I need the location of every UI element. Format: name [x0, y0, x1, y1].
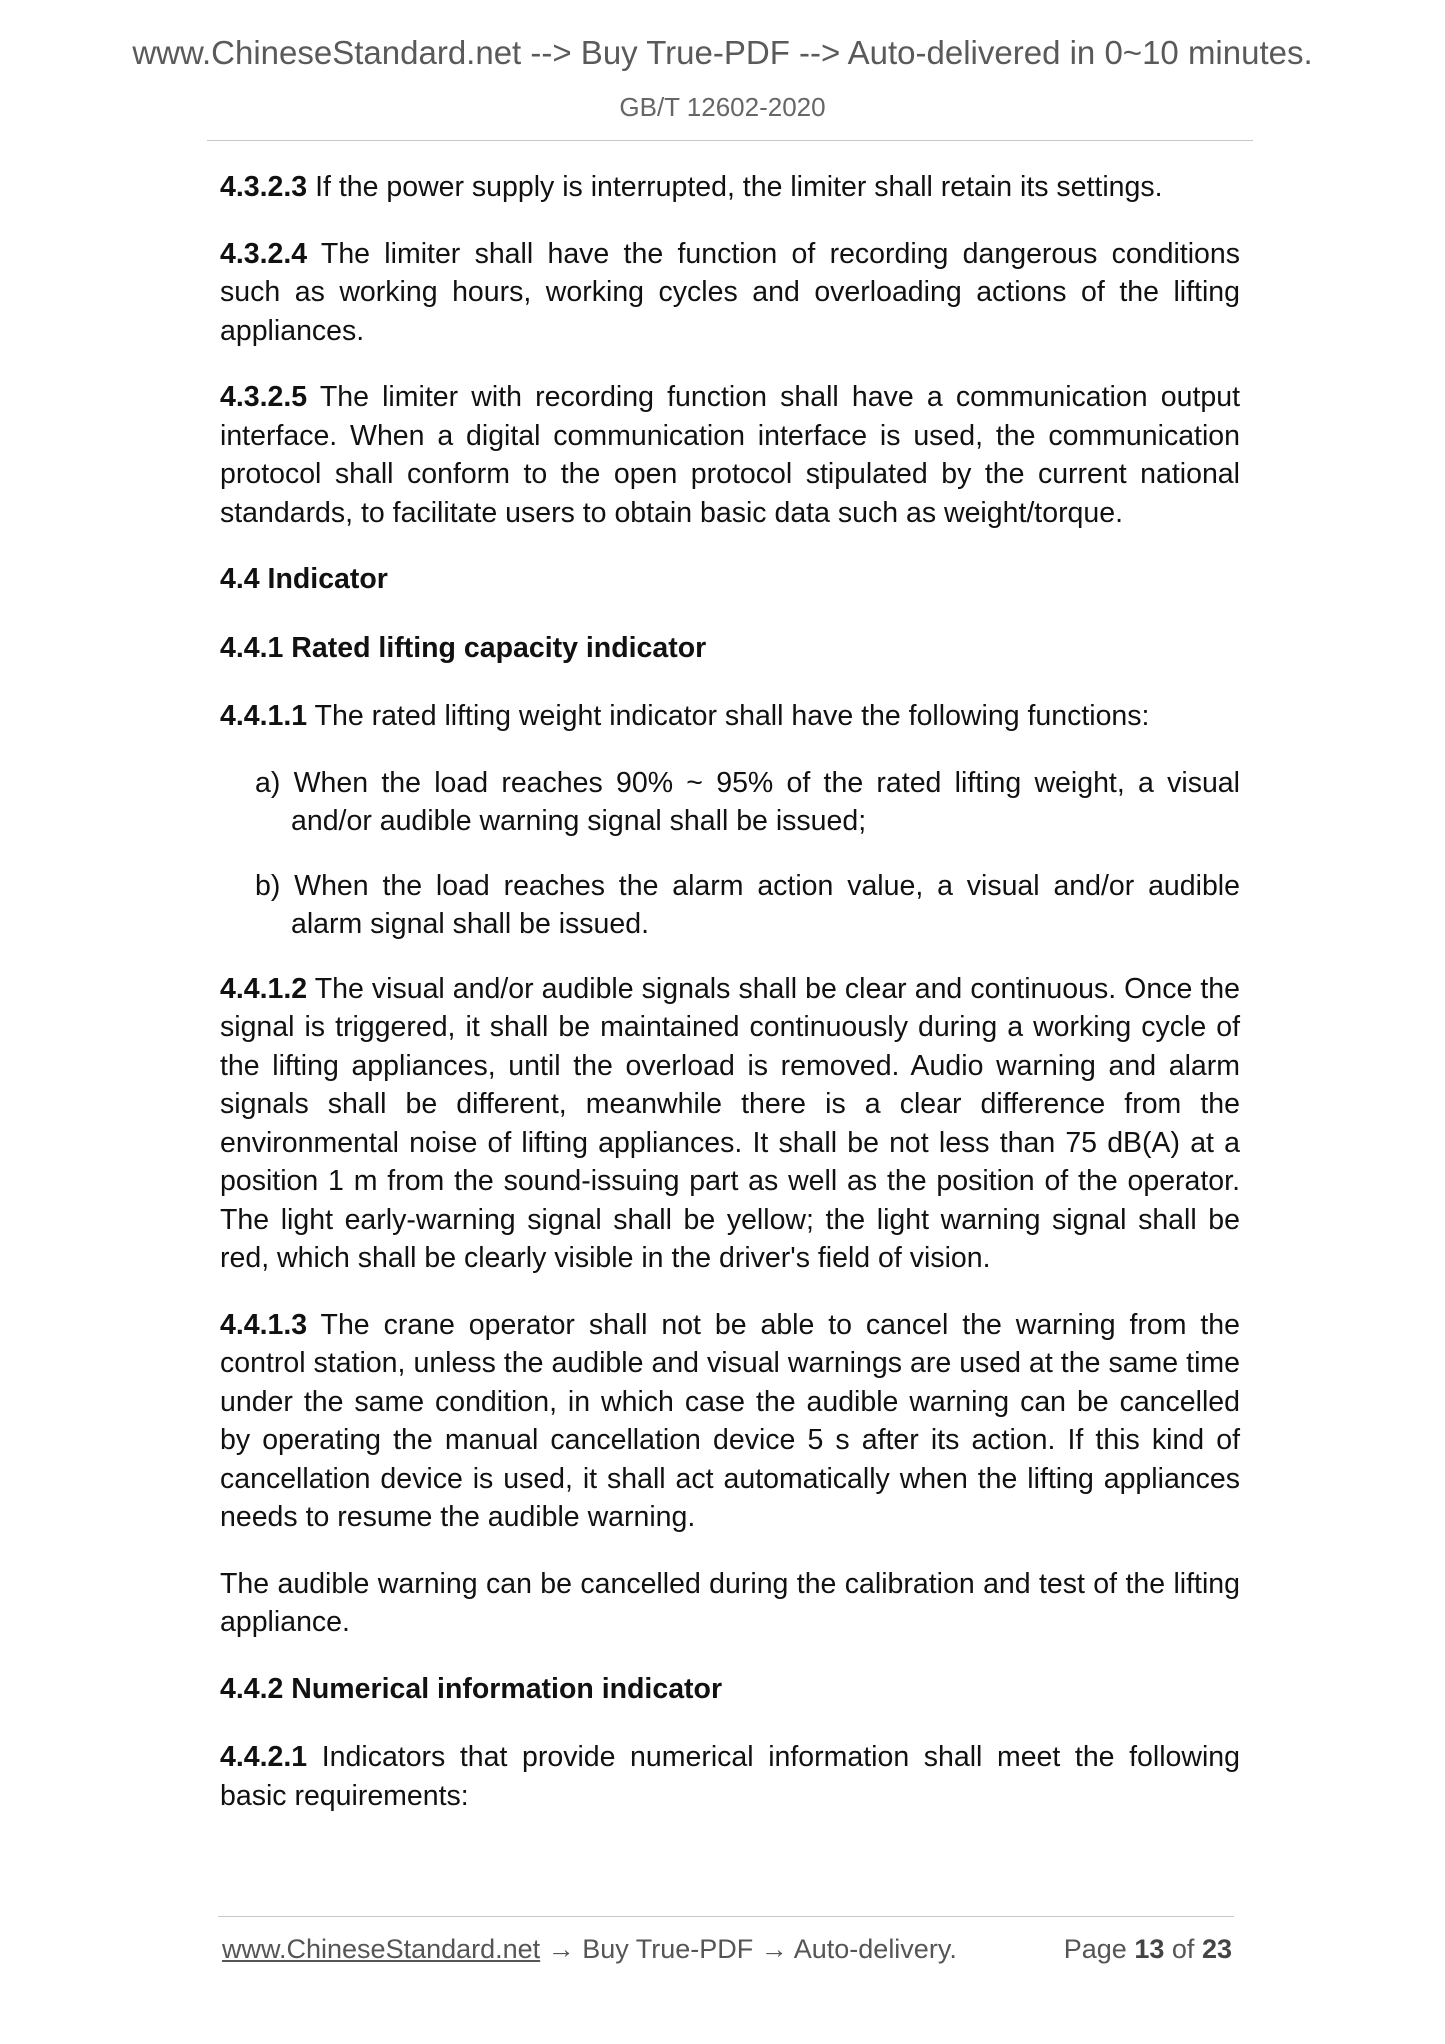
clause-number: 4.4.1.1	[220, 700, 308, 732]
clause-4-4-1-3	[220, 1306, 1240, 1537]
page-indicator	[1064, 1934, 1232, 1965]
list-item-a: a) When the load reaches 90% ~ 95% of the rated lifting weight, a visual and/or audible warning signal shall be issued;	[255, 766, 1240, 837]
clause-4-3-2-5	[220, 378, 1240, 532]
clause-number: 4.3.2.5	[220, 381, 308, 413]
footer-left	[222, 1934, 957, 1965]
page-footer	[222, 1934, 1232, 1974]
footer-site-link[interactable]: www.ChineseStandard.net	[222, 1934, 541, 1964]
clause-number: 4.4.2.1	[220, 1741, 308, 1773]
clause-number: 4.4.1.2	[220, 972, 308, 1005]
clause-text: The rated lifting weight indicator shall have the following functions:	[307, 700, 1150, 732]
of-word: of	[1171, 1934, 1195, 1964]
clause-number: 4.3.2.4	[220, 237, 308, 270]
top-banner: www.ChineseStandard.net --> Buy True-PDF --> Auto-delivered in 0~10 minutes.	[132, 34, 1313, 71]
clause-4-3-2-3	[220, 168, 1240, 207]
clause-4-3-2-4	[220, 235, 1240, 351]
footer-divider	[218, 1916, 1234, 1917]
section-heading-4-4-2: 4.4.2 Numerical information indicator	[220, 1672, 723, 1705]
section-heading-4-4-1: 4.4.1 Rated lifting capacity indicator	[220, 631, 707, 664]
footer-tagline: → Buy True-PDF → Auto-delivery.	[540, 1934, 957, 1964]
clause-text: The limiter with recording function shall have a communication output interface. When a digital communication interface is used, the communication protocol shall conform to the open protocol stipulated by the current national standards, to facilitate users to obtain basic data such as weight/torque.	[220, 381, 1240, 529]
page-word: Page	[1063, 1934, 1127, 1964]
clause-text: The visual and/or audible signals shall be clear and continuous. Once the signal is triggered, it shall be maintained continuously during a working cycle of the lifting appliances, until the overload is removed. Audio warning and alarm signals shall be different, meanwhile there is a clear difference from the environmental noise of lifting appliances. It shall be not less than 75 dB(A) at a position 1 m from the sound-issuing part as well as the position of the operator. The light early-warning signal shall be yellow; the light warning signal shall be red, which shall be clearly visible in the driver's field of vision.	[220, 972, 1240, 1274]
clause-text: The limiter shall have the function of recording dangerous conditions such as working hours, working cycles and overloading actions of the lifting appliances.	[220, 237, 1240, 347]
clause-4-4-1-2	[220, 970, 1240, 1278]
section-heading-4-4: 4.4 Indicator	[220, 563, 388, 595]
clause-4-4-1-1	[220, 697, 1240, 736]
page-total: 23	[1201, 1934, 1232, 1964]
clause-number: 4.4.1.3	[220, 1308, 308, 1341]
clause-4-4-2-1	[220, 1738, 1240, 1815]
calibration-paragraph: The audible warning can be cancelled during the calibration and test of the lifting appliance.	[220, 1567, 1240, 1638]
document-code: GB/T 12602-2020	[619, 92, 826, 122]
header-divider	[207, 140, 1253, 141]
clause-text: Indicators that provide numerical information shall meet the following basic requirements:	[220, 1741, 1240, 1812]
clause-text: The crane operator shall not be able to cancel the warning from the control station, unless the audible and visual warnings are used at the same time under the same condition, in which case the audible warning can be cancelled by operating the manual cancellation device 5 s after its action. If this kind of cancellation device is used, it shall act automatically when the lifting appliances needs to resume the audible warning.	[220, 1308, 1240, 1533]
list-item-b: b) When the load reaches the alarm action value, a visual and/or audible alarm signal shall be issued.	[255, 869, 1240, 940]
page-number: 13	[1134, 1934, 1165, 1964]
document-body	[220, 168, 1240, 1843]
clause-number: 4.3.2.3	[220, 171, 308, 203]
clause-text: If the power supply is interrupted, the limiter shall retain its settings.	[307, 171, 1163, 203]
